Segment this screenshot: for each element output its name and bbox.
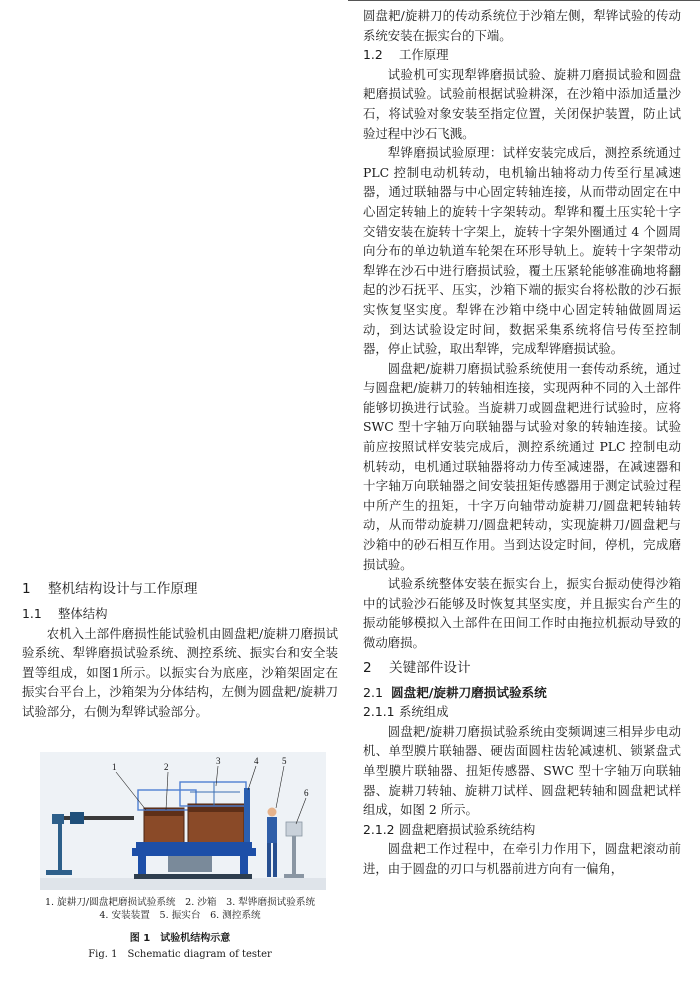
- callout-1: 1: [112, 762, 117, 772]
- subsection-heading-1-2: 1.2 工作原理: [363, 47, 449, 63]
- subsection-heading-2-1-1: 2.1.1 系统组成: [363, 704, 449, 720]
- callout-3: 3: [216, 756, 221, 766]
- figure-caption-english: Fig. 1 Schematic diagram of tester: [88, 949, 272, 960]
- subsection-heading-1-1: 1.1 整体结构: [22, 606, 108, 621]
- tester-schematic-figure: [40, 752, 326, 890]
- right-column: [363, 6, 681, 879]
- paragraph-system-composition: 圆盘耙/旋耕刀磨损试验系统由变频调速三相异步电动机、单型膜片联轴器、硬齿面圆柱齿轮减速机、锁紧盘式单型膜片联轴器、扭矩传感器、SWC 型十字轴万向联轴器、旋耕刀转轴、旋耕刀试样、圆盘耙转轴和圆盘耙试样组成，如图 2 所示。: [363, 723, 681, 818]
- callout-2: 2: [164, 762, 169, 772]
- section-heading-1: 1 整机结构设计与工作原理: [22, 581, 198, 597]
- subsection-heading-2-1-2: 2.1.2 圆盘耙磨损试验系统结构: [363, 821, 536, 837]
- figure-caption-chinese: 图 1 试验机结构示意: [129, 933, 231, 944]
- paragraph-vibration-table: 试验系统整体安装在振实台上，振实台振动使得沙箱中的试验沙石能够及时恢复其坚实度，并且振实台产生的振动能够模拟入土部件在田间工作时由拖拉机振动导致的微动磨损。: [363, 576, 681, 650]
- callout-6: 6: [304, 788, 309, 798]
- callout-4: 4: [254, 756, 259, 766]
- paragraph-working-principle: 试验机可实现犁铧磨损试验、旋耕刀磨损试验和圆盘耙磨损试验。试验前根据试验耕深，在沙箱中添加适量沙石，将试验对象安装至指定位置，关闭保护装置，防止试验过程中沙石飞溅。: [363, 66, 681, 141]
- paragraph-disc-harrow-structure: 圆盘耙工作过程中，在牵引力作用下，圆盘耙滚动前进，由于圆盘的刃口与机器前进方向有一偏角，: [363, 841, 681, 876]
- paragraph-plough-principle: 犁铧磨损试验原理：试样安装完成后，测控系统通过 PLC 控制电动机转动，电机输出轴将动力传至行星减速器，通过联轴器与中心固定转轴连接，从而带动固定在中心固定转轴上的旋转十字架转动。犁铧和覆土压实轮十字交错安装在旋转十字架上，旋转十字架外圈通过 4 个圆周向分布的单边轨道车轮架在环形导轨上。旋转十字架带动犁铧在沙石中进行磨损试验，覆土压紧轮能够准确地将翻起的沙石抚平、压实，沙箱下端的振实台将松散的沙石振实恢复坚实度。犁铧在沙箱中绕中心固定转轴做圆周运动，到达试验设定时间，数据采集系统将信号传至控制器，停止试验，取出犁铧，完成犁铧磨损试验。: [363, 145, 681, 357]
- section-heading-2: 2 关键部件设计: [363, 659, 471, 676]
- subsection-heading-2-1: 2.1 圆盘耙/旋耕刀磨损试验系统: [363, 684, 547, 700]
- callout-5: 5: [282, 756, 287, 766]
- tester-schematic-drawing: [40, 752, 326, 890]
- paragraph-disc-rotary-principle: 圆盘耙/旋耕刀磨损试验系统使用一套传动系统，通过与圆盘耙/旋耕刀的转轴相连接，实现两种不同的入土部件能够切换进行试验。当旋耕刀或圆盘耙进行试验时，应将 SWC 型十字轴万向联轴器与试验对象的转轴连接。试验前应按照试样安装完成后，测控系统通过 PLC 控制电动机转动，电机通过联轴器将动力传至减速器，在减速器和十字轴万向联轴器之间安装扭矩传感器用于测定试验过程中所产生的扭矩，十字万向轴带动旋耕刀/圆盘耙转轴转动，从而带动旋耕刀/圆盘耙转动，实现旋耕刀/圆盘耙与沙箱中的砂石相互作用。当到达设定时间，停机，完成磨损试验。: [363, 360, 681, 572]
- header-rule: [348, 0, 700, 1]
- figure-legend-line-2: 4. 安装装置 5. 振实台 6. 测控系统: [99, 910, 261, 921]
- paragraph-overall-structure: 农机入土部件磨损性能试验机由圆盘耙/旋耕刀磨损试验系统、犁铧磨损试验系统、测控系统、振实台和安全装置等组成，如图1所示。以振实台为底座，沙箱架固定在振实台平台上，沙箱架为分体结构，左侧为圆盘耙/旋耕刀试验部分，右侧为犁铧试验部分。: [22, 625, 338, 719]
- figure-legend: [22, 896, 338, 922]
- paragraph-transmission-location: 圆盘耙/旋耕刀的传动系统位于沙箱左侧，犁铧试验的传动系统安装在振实台的下端。: [363, 8, 681, 43]
- left-column: [22, 578, 338, 722]
- figure-legend-line-1: 1. 旋耕刀/圆盘耙磨损试验系统 2. 沙箱 3. 犁铧磨损试验系统: [44, 897, 316, 908]
